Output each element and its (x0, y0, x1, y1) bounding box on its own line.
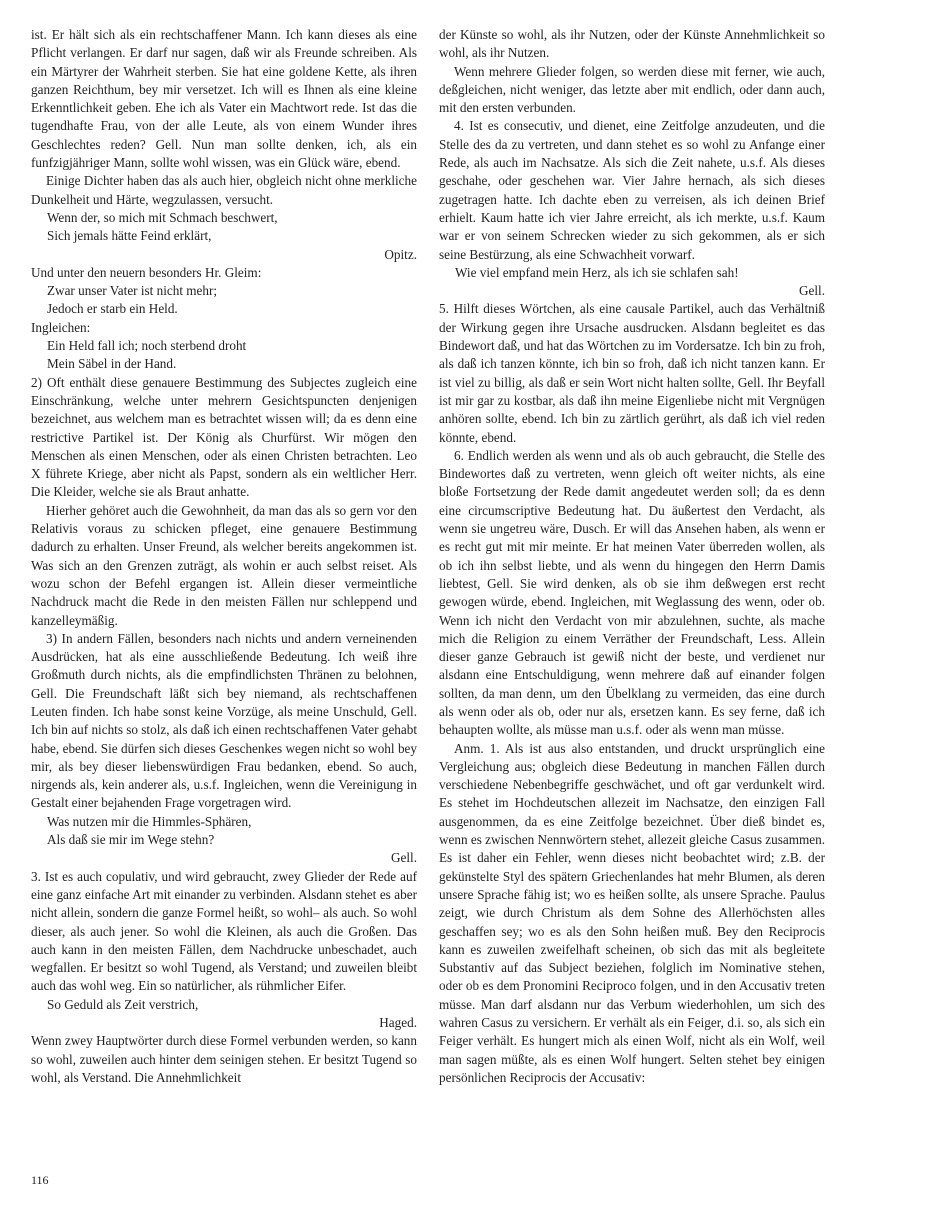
left-column (31, 26, 417, 1087)
paragraph: ist. Er hält sich als ein rechtschaffener Mann. Ich kann dieses als eine Pflicht verlangen. Er darf nur sagen, daß wir als Freunde schreiben. Als ein Märtyrer der Wahrheit sterben. Sie hat eine goldene Kette, als ihren ganzen Reichthum, bey mir versetzet. Ich will es Ihnen als eine kleine Erkenntlichkeit geben. Ehe ich als Vater ein Machtwort rede. Ist das die tugendhafte Frau, von der alle Leute, als von einem Wunder ihres Geschlechtes reden? Gell. Nun man sollte denken, ich, als ein funfzigjähriger Mann, sollte wohl wissen, was ein Glück wäre, ebend. (31, 27, 417, 171)
paragraph: Wenn mehrere Glieder folgen, so werden diese mit ferner, wie auch, deßgleichen, nicht weniger, das letzte aber mit endlich, oder dann auch, mit den ersten verbunden. (439, 63, 825, 116)
verse-line: Was nutzen mir die Himmles-Sphären, (47, 813, 252, 829)
paragraph: 6. Endlich werden als wenn und als ob auch gebraucht, die Stelle des Bindewortes daß zu vertreten, wenn gleich oft weiter nichts, als eine bloße Fortsetzung der Rede damit angedeutet werden soll; da es denn eine circumscriptive Bedeutung hat. Du äußertest den Verdacht, als wenn sie ungetreu wäre, Dusch. Er will das Ansehen haben, als wenn er es recht gut mit mir meinte. Er hat meinen Vater überreden wollen, als ob ich ihn selbst liebte, und als wenn du hingegen den Herrn Damis liebtest, Gell. Sie wird denken, als ob sie ihm deßwegen erst recht gewogen würde, ebend. Ingleichen, mit Weglassung des wenn, oder ob. Wenn ich nicht den Verdacht von mir abzulehnen, suchte, als mache mich die Religion zu einem Verräther der Freundschaft, Less. Allein dieser ganze Gebrauch ist gewiß nicht der beste, und verdienet nur alsdann eine Entschuldigung, wenn mehrere daß auf einander folgen sollten, da man denn, um den Übelklang zu vermeiden, das eine durch als wenn oder als ob, oder nur als, ersetzen kann. Es sey ferne, daß ich behaupten wollte, als müsse man u.s.f. oder als wenn man müsse. (439, 447, 825, 738)
paragraph: Wenn zwey Hauptwörter durch diese Formel verbunden werden, so kann so wohl, zuweilen auch hinter dem seinigen stehen. Er besitzt Tugend so wohl, als Verstand. Die Annehmlichkeit (31, 1033, 417, 1085)
paragraph: 3) In andern Fällen, besonders nach nichts und andern verneinenden Ausdrücken, hat als eine ausschließende Bedeutung. Ich weiß ihre Großmuth durch nichts, als die empfindlichsten Thränen zu belohnen, Gell. Die Freundschaft läßt sich bey niemand, als rechtschaffenen Leuten finden. Ich habe sonst keine Vorzüge, als meine Unschuld, Gell. Ich bin auf nichts so stolz, als daß ich einen rechtschaffenen Vater gehabt habe, ebend. Sie dürfen sich dieses Geschenkes wegen nicht so wohl bey mir, als bey dieser liebenswürdigen Frau bedanken, ebend. So auch, nirgends als, kein anderer als, u.s.f. Ingleichen, wenn die Vereinigung in Gestalt einer bejahenden Frage vorgetragen wird. (31, 630, 417, 811)
right-column (439, 26, 825, 1087)
paragraph: Ingleichen: (31, 319, 91, 335)
verse-line: Wie viel empfand mein Herz, als ich sie schlafen sah! (455, 264, 739, 280)
verse-line: Sich jemals hätte Feind erklärt, (47, 228, 212, 244)
paragraph: 3. Ist es auch copulativ, und wird gebraucht, zwey Glieder der Rede auf eine ganz einfache Art mit einander zu verbinden. Alsdann stehet es aber nicht allein, sondern die ganze Formel heißt, so wohl– als auch. So wohl dieser, als auch jener. So wohl die Kleinen, als auch die Großen. Das auch kann in den meisten Fällen, dem Nachdrucke unbeschadet, auch wegfallen. Er besitzt so wohl Tugend, als Verstand; und zuweilen bleibt auch das wohl weg. Ein so natürlicher, als rühmlicher Eifer. (31, 868, 417, 994)
verse-line: Zwar unser Vater ist nicht mehr; (47, 283, 218, 299)
paragraph: der Künste so wohl, als ihr Nutzen, oder der Künste Annehmlichkeit so wohl, als ihr Nutzen. (439, 27, 825, 61)
paragraph: Anm. 1. Als ist aus also entstanden, und druckt ursprünglich eine Vergleichung aus; obgleich diese Bedeutung in manchen Fällen durch verschiedene Nebenbegriffe geschwächet, und oft gar verdunkelt wird. Es stehet im Hochdeutschen allezeit im Nachsatze, den einzigen Fall ausgenommen, da es eine Zeitfolge bezeichnet. Über dieß bindet es, wenn es zwischen Nennwörtern stehet, allezeit gleiche Casus zusammen. Es ist daher ein Fehler, wenn dieses nicht beobachtet wird; z.B. der gekünstelte Styl des spätern Griechenlandes hat mehr Blumen, als deren unsere Sprache fähig ist; wo es heißen sollte, als unsere Sprache. Paulus zeigt, wie durch Christum als dem Sohne des Allerhöchsten alles geschaffen sey; wo es als den Sohn heißen muß. Bey den Reciprocis kann es zuweilen zweifelhaft scheinen, ob sich das mit als begleitete Substantiv auf das Subject beziehen, folglich im Nominative stehen, oder ob es dem Pronomini Reciproco folgen, und in den Accusativ treten müsse. Man darf alsdann nur das Verbum wiederhohlen, um sich des wahren Casus zu versichern. Er verhält als ein Feiger, d.i. so, als sich ein Feiger verhält. Es hungert mich als einen Wolf, nicht als ein Wolf, weil man sagen müßte, als es einen Wolf hungert. Selten stehet bey einigen persönlichen Reciprocis der Accusativ: (439, 740, 825, 1085)
verse-line: Mein Säbel in der Hand. (47, 356, 177, 372)
verse-line: Jedoch er starb ein Held. (47, 301, 178, 317)
verse-line: So Geduld als Zeit verstrich, (47, 996, 199, 1012)
citation: Haged. (379, 1015, 417, 1031)
paragraph: 4. Ist es consecutiv, und dienet, eine Zeitfolge anzudeuten, und die Stelle des da zu vertreten, und dann stehet es so wohl zu Anfange einer Rede, als auch im Nachsatze. Als sich die Zeit nahete, u.s.f. Als dieses geschahe, oder geschehen war. Vier Jahre hernach, als sich dieses zugetragen hatte. Ich dachte eben zu verreisen, als ich deinen Brief erhielt. Kaum hatte ich vier Jahre erreicht, als ich merkte, u.s.f. Kaum war er von seinem Schrecken wieder zu sich gekommen, als er sich seine Bestürzung, als eine Schwachheit vorwarf. (439, 118, 825, 262)
citation: Gell. (798, 283, 825, 299)
paragraph: Hierher gehöret auch die Gewohnheit, da man das als so gern vor den Relativis voraus zu schicken pfleget, eine genauere Bestimmung dadurch zu erhalten. Unser Freund, als welcher bereits angekommen ist. Was sich an den Grenzen zuträgt, als wohin er auch selbst reiset. Als wozu schon der Befehl ergangen ist. Allein dieser vermeintliche Nachdruck macht die Rede in den meisten Fällen nur schleppend und kanzelleymäßig. (31, 502, 417, 628)
verse-line: Als daß sie mir im Wege stehn? (47, 832, 215, 848)
citation: Gell. (390, 850, 417, 866)
paragraph: 2) Oft enthält diese genauere Bestimmung des Subjectes zugleich eine Einschränkung, welche unter mehrern Gesichtspuncten denjenigen bezeichnet, aus welchem man es betrachtet wissen will; da es denn eine restrictive Partikel ist. Der König als Churfürst. Wir mögen den Menschen als einen Menschen, oder als einen Christen betrachten. Leo X führete Kriege, aber nicht als Papst, sondern als ein weltlicher Herr. Die Kleider, welche sie als Braut anhatte. (31, 374, 417, 500)
verse-line: Wenn der, so mich mit Schmach beschwert, (47, 209, 278, 225)
paragraph: Einige Dichter haben das als auch hier, obgleich nicht ohne merkliche Dunkelheit und Härte, wegzulassen, versucht. (31, 173, 417, 207)
citation: Opitz. (384, 246, 417, 262)
page-number: 116 (31, 1173, 49, 1187)
verse-line: Ein Held fall ich; noch sterbend droht (47, 338, 247, 354)
paragraph: Und unter den neuern besonders Hr. Gleim: (31, 264, 262, 280)
paragraph: 5. Hilft dieses Wörtchen, als eine causale Partikel, auch das Verhältniß der Wirkung gegen ihre Ursache ausdrucken. Alsdann begleitet es das Bindewort daß, und hat das Wörtchen zu im Vordersatze. Ich bin zu froh, als daß ich tanzen könnte, ich bin so froh, daß ich nicht tanzen kann. Er ist viel zu billig, als daß er sein Wort nicht halten sollte, Gell. Ihr Beyfall ist mir gar zu kostbar, als daß ihn meine Eigenliebe nicht mit Vergnügen anhören sollte, ebend. Ich bin zu zärtlich gerührt, als daß ich viel reden könnte, ebend. (439, 301, 825, 445)
